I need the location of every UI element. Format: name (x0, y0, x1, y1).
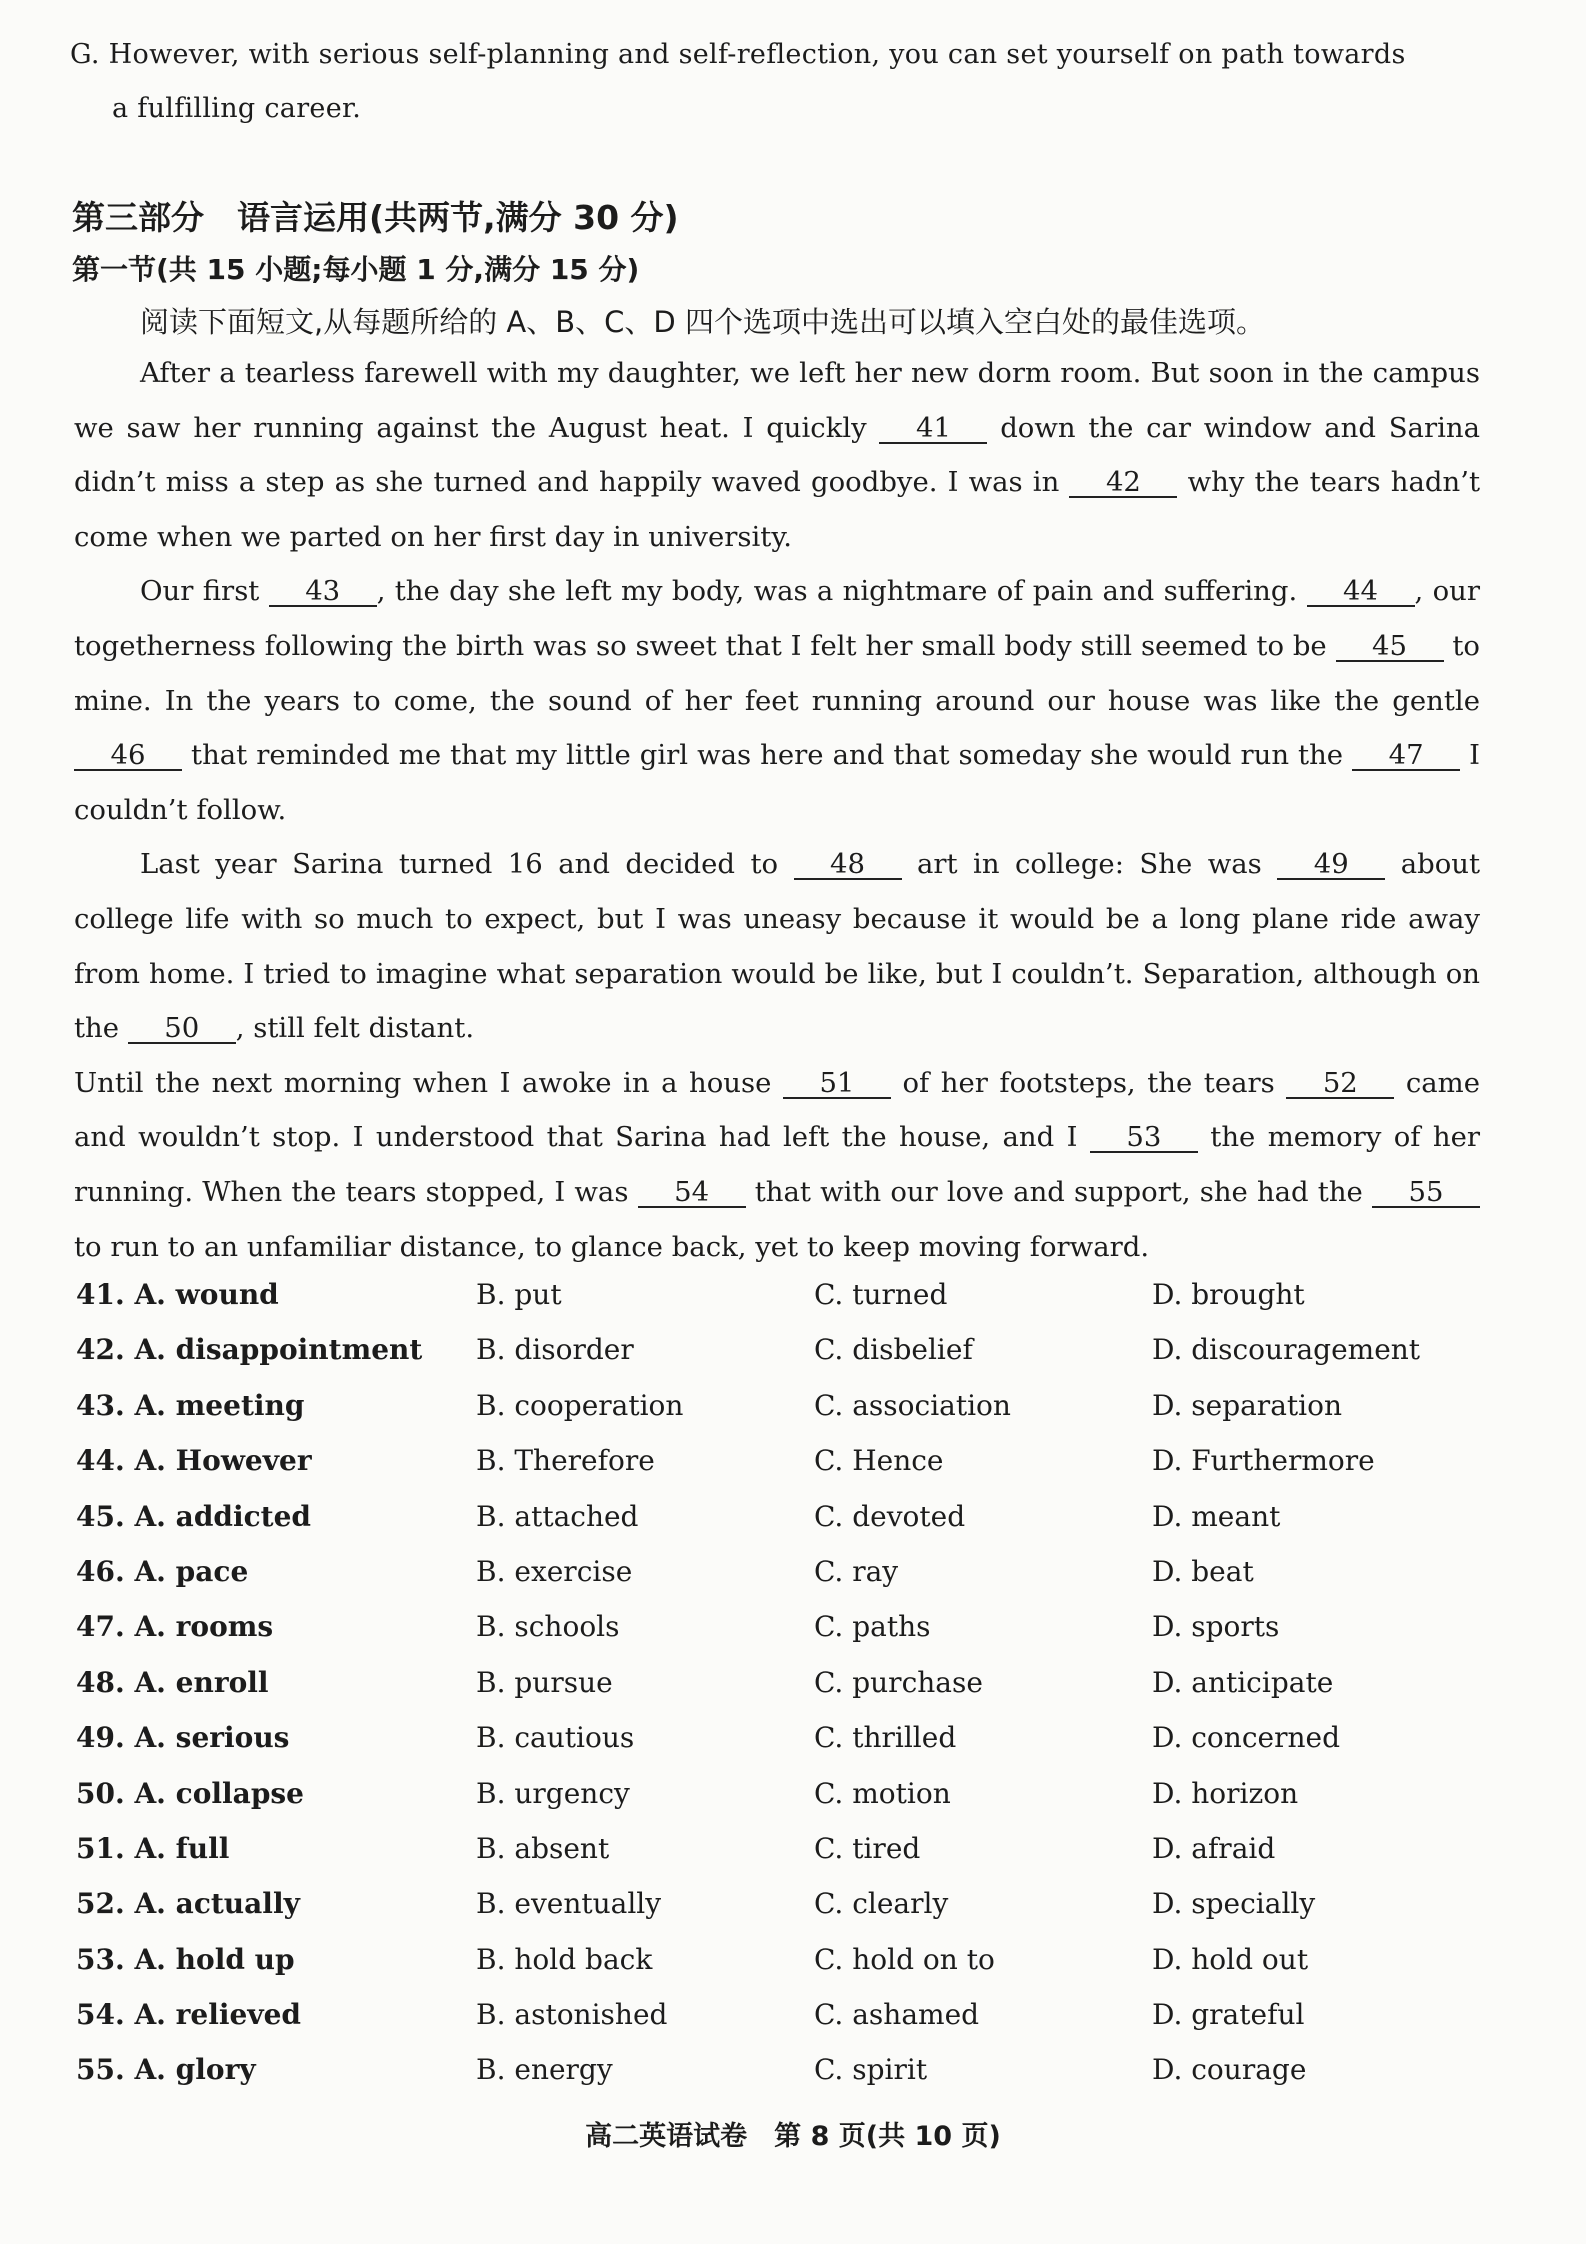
option-a: 47. A. rooms (76, 1610, 274, 1644)
question-row-47 (76, 1600, 1496, 1655)
question-row-43 (76, 1379, 1496, 1434)
passage-text: that reminded me that my little girl was here and that someday she would run the (182, 739, 1353, 772)
passage-text: Until the next morning when I awoke in a house (74, 1066, 783, 1099)
question-row-49 (76, 1711, 1496, 1766)
question-row-50 (76, 1767, 1496, 1822)
option-c: C. spirit (814, 2053, 928, 2087)
question-row-51 (76, 1822, 1496, 1877)
passage-text: After a tearless farewell with my daughter, we left her new dorm room. But soon in the campus we saw her running against the August heat. I quickly (74, 357, 1480, 444)
question-row-53 (76, 1933, 1496, 1988)
option-d: D. afraid (1152, 1831, 1276, 1865)
option-b: B. Therefore (476, 1444, 655, 1478)
option-c: C. tired (814, 1831, 921, 1865)
passage-text: Our first (140, 575, 269, 608)
option-b: B. put (476, 1278, 562, 1311)
blank-42: 42 (1069, 468, 1177, 498)
option-a: 42. A. disappointment (76, 1333, 423, 1367)
option-b: B. cooperation (476, 1388, 684, 1422)
blank-41: 41 (879, 414, 987, 444)
blank-49: 49 (1277, 850, 1385, 880)
blank-43: 43 (269, 577, 377, 607)
blank-47: 47 (1352, 741, 1460, 771)
option-d: D. hold out (1152, 1942, 1309, 1976)
previous-option-line-1: G. However, with serious self-planning and self-reflection, you can set yourself on path towards (70, 39, 1406, 70)
page-footer: 高二英语试卷 第 8 页(共 10 页) (585, 2121, 1001, 2152)
instruction-text: 阅读下面短文,从每题所给的 A、B、C、D 四个选项中选出可以填入空白处的最佳选项。 (140, 305, 1265, 339)
option-b: B. cautious (476, 1721, 635, 1755)
option-d: D. courage (1152, 2053, 1307, 2087)
passage-text: to run to an unfamiliar distance, to glance back, yet to keep moving forward. (74, 1230, 1150, 1263)
option-a: 41. A. wound (76, 1278, 279, 1311)
option-b: B. eventually (476, 1887, 662, 1921)
passage-text: Last year Sarina turned 16 and decided to (140, 848, 794, 881)
part-title: 第三部分 语言运用(共两节,满分 30 分) (72, 198, 679, 237)
passage-paragraph-4 (74, 1056, 1480, 1274)
option-b: B. pursue (476, 1665, 613, 1699)
blank-48: 48 (794, 850, 902, 880)
passage-text: of her footsteps, the tears (890, 1066, 1287, 1099)
section-title: 第一节(共 15 小题;每小题 1 分,满分 15 分) (72, 253, 640, 286)
answer-options (76, 1268, 1496, 2099)
option-d: D. discouragement (1152, 1333, 1421, 1367)
passage-paragraph-3 (74, 837, 1480, 1055)
blank-51: 51 (783, 1069, 891, 1099)
option-a: 50. A. collapse (76, 1776, 304, 1810)
question-row-52 (76, 1877, 1496, 1932)
option-c: C. association (814, 1388, 1011, 1422)
question-row-55 (76, 2043, 1496, 2098)
option-c: C. Hence (814, 1444, 944, 1478)
option-d: D. separation (1152, 1388, 1342, 1422)
passage-text: about college life with so much to expect, but I was uneasy because it would be a long plane ride away from home. I tried to imagine what separation would be like, but I couldn’t. Separation, although on the (74, 848, 1481, 1045)
option-a: 46. A. pace (76, 1554, 249, 1588)
option-a: 45. A. addicted (76, 1499, 311, 1533)
blank-50: 50 (128, 1014, 236, 1044)
option-c: C. hold on to (814, 1942, 995, 1976)
option-c: C. thrilled (814, 1721, 957, 1755)
blank-46: 46 (74, 741, 182, 771)
option-b: B. schools (476, 1610, 620, 1644)
blank-52: 52 (1286, 1069, 1394, 1099)
option-a: 51. A. full (76, 1831, 230, 1865)
option-c: C. disbelief (814, 1333, 973, 1367)
option-c: C. purchase (814, 1665, 983, 1699)
option-b: B. astonished (476, 1998, 668, 2032)
cloze-passage (74, 346, 1480, 1274)
option-b: B. hold back (476, 1942, 653, 1976)
option-c: C. paths (814, 1610, 931, 1644)
option-b: B. disorder (476, 1333, 634, 1367)
passage-text: , the day she left my body, was a nightmare of pain and suffering. (376, 575, 1307, 608)
blank-55: 55 (1372, 1178, 1480, 1208)
passage-text: , still felt distant. (235, 1012, 475, 1045)
question-row-54 (76, 1988, 1496, 2043)
blank-54: 54 (638, 1178, 746, 1208)
option-c: C. motion (814, 1776, 951, 1810)
option-b: B. attached (476, 1499, 639, 1533)
passage-text: that with our love and support, she had the (745, 1175, 1372, 1208)
option-a: 49. A. serious (76, 1721, 290, 1755)
option-c: C. clearly (814, 1887, 949, 1921)
option-c: C. ray (814, 1554, 899, 1588)
passage-paragraph-1 (74, 346, 1480, 564)
passage-text: came and wouldn’t stop. I understood that Sarina had left the house, and I (74, 1066, 1481, 1154)
option-b: B. absent (476, 1831, 610, 1865)
option-a: 53. A. hold up (76, 1942, 295, 1976)
option-a: 54. A. relieved (76, 1998, 301, 2032)
option-d: D. concerned (1152, 1721, 1340, 1755)
blank-53: 53 (1090, 1123, 1198, 1153)
question-row-46 (76, 1545, 1496, 1600)
passage-text: why the tears hadn’t come when we parted on her first day in university. (74, 466, 1480, 553)
option-a: 55. A. glory (76, 2053, 256, 2087)
question-row-42 (76, 1323, 1496, 1378)
option-d: D. sports (1152, 1610, 1280, 1644)
option-d: D. anticipate (1152, 1665, 1334, 1699)
passage-paragraph-2 (74, 564, 1480, 837)
option-c: C. turned (814, 1278, 948, 1311)
option-a: 43. A. meeting (76, 1388, 305, 1422)
passage-text: down the car window and Sarina didn’t miss a step as she turned and happily waved goodbye. I was in (74, 411, 1480, 499)
option-d: D. meant (1152, 1499, 1281, 1533)
option-d: D. horizon (1152, 1776, 1299, 1810)
option-c: C. devoted (814, 1499, 966, 1533)
passage-text: I couldn’t follow. (74, 739, 1480, 826)
option-d: D. Furthermore (1152, 1444, 1375, 1478)
question-row-48 (76, 1656, 1496, 1711)
option-d: D. beat (1152, 1554, 1254, 1588)
previous-option-line-2: a fulfilling career. (112, 93, 362, 124)
blank-44: 44 (1307, 577, 1415, 607)
question-row-44 (76, 1434, 1496, 1489)
option-d: D. grateful (1152, 1998, 1305, 2032)
question-row-41 (76, 1268, 1496, 1323)
option-b: B. urgency (476, 1776, 630, 1810)
option-d: D. brought (1152, 1278, 1305, 1311)
option-b: B. energy (476, 2053, 613, 2087)
option-a: 44. A. However (76, 1444, 312, 1478)
question-row-45 (76, 1490, 1496, 1545)
passage-text: art in college: She was (901, 848, 1278, 881)
option-a: 52. A. actually (76, 1887, 300, 1921)
passage-text: to mine. In the years to come, the sound of her feet running around our house was like the gentle (74, 629, 1480, 717)
option-d: D. specially (1152, 1887, 1316, 1921)
passage-text: , our togetherness following the birth was so sweet that I felt her small body still seemed to be (74, 575, 1480, 662)
passage-text: the memory of her running. When the tears stopped, I was (74, 1121, 1480, 1208)
blank-45: 45 (1336, 632, 1444, 662)
option-c: C. ashamed (814, 1998, 980, 2032)
option-a: 48. A. enroll (76, 1665, 269, 1699)
option-b: B. exercise (476, 1554, 633, 1588)
